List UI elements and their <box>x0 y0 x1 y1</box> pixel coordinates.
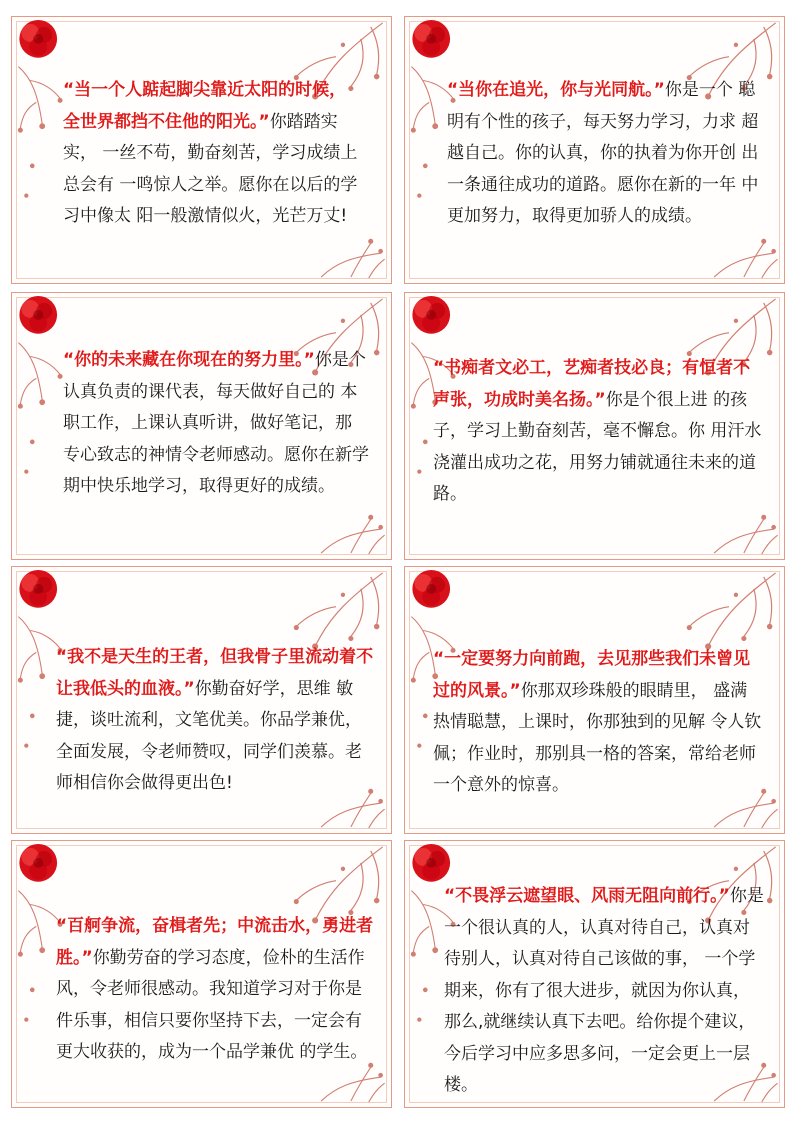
card-body: 你踏踏实实， 一丝不苟，勤奋刻苦，学习成绩上总会有 一鸣惊人之举。愿你在以后的学习中像太 阳一般激情似火，光芒万丈! <box>63 111 358 226</box>
card-text <box>444 881 766 1102</box>
comment-card <box>11 292 392 560</box>
card-body: 你勤劳奋的学习态度，俭朴的生活作风，令老师很感动。我知道学习对于你是件乐事，相信只要你坚持下去，一定会有更大收获的，成为一个品学兼优 的学生。 <box>56 947 368 1062</box>
bottom-branch-icon <box>714 515 778 554</box>
red-peony-flower-icon <box>19 296 57 334</box>
red-peony-flower-icon <box>412 20 450 58</box>
bottom-branch-icon <box>321 1063 385 1102</box>
comment-card <box>404 566 785 834</box>
comment-card <box>11 566 392 834</box>
card-quote: “当你在追光，你与光同航。” <box>447 80 665 100</box>
card-body: 你是个认真负责的课代表，每天做好自己的 本职工作，上课认真听讲，做好笔记，那 专心致志的神情令老师感动。愿你在新学 期中快乐地学习，取得更好的成绩。 <box>63 350 369 496</box>
red-peony-flower-icon <box>412 844 450 882</box>
card-quote: “百舸争流，奋楫者先；中流击水，勇进者胜。” <box>56 916 374 968</box>
card-quote: “我不是天生的王者，但我骨子里流动着不让我低头的血液。” <box>56 647 374 699</box>
blossom-branch-icon <box>687 573 775 649</box>
card-text <box>56 911 374 1069</box>
blossom-branch-icon <box>294 573 382 649</box>
card-text <box>63 75 369 233</box>
card-text <box>63 345 369 503</box>
card-quote: “一定要努力向前跑，去见那些我们未曾见过的风景。” <box>433 649 751 701</box>
card-quote: “当一个人踮起脚尖靠近太阳的时候， 全世界都挡不住他的阳光。” <box>63 80 347 132</box>
card-text <box>433 644 763 802</box>
card-text <box>447 75 763 233</box>
card-body: 你是一个很认真的人，认真对待自己，认真对待别人，认真对待自己该做的事， 一个学期来，你有了很大进步，就因为你认真，那么,就继续认真下去吧。给你提个建议，今后学习中应多思多问，一定会更上一层楼。 <box>444 886 764 1095</box>
card-text <box>433 353 763 511</box>
bottom-branch-icon <box>714 239 778 278</box>
comment-card <box>11 840 392 1108</box>
comment-card <box>11 16 392 284</box>
comment-card <box>404 840 785 1108</box>
card-body: 你勤奋好学，思维 敏捷，谈吐流利，文笔优美。你品学兼优， 全面发展，令老师赞叹，同学们羡慕。老师相信你会做得更出色! <box>56 678 362 793</box>
comment-card <box>404 292 785 560</box>
card-body: 你是一个 聪明有个性的孩子，每天努力学习，力求 超越自己。你的认真，你的执着为你开创 出一条通往成功的道路。愿你在新的一年 中更加努力，取得更加骄人的成绩。 <box>447 80 759 226</box>
bottom-branch-icon <box>321 239 385 278</box>
red-peony-flower-icon <box>412 570 450 608</box>
bottom-branch-icon <box>321 515 385 554</box>
red-peony-flower-icon <box>19 20 57 58</box>
card-quote: “书痴者文必工，艺痴者技必良；有恒者不声张，功成时美名扬。” <box>433 358 751 410</box>
card-text <box>56 642 374 800</box>
red-peony-flower-icon <box>19 570 57 608</box>
card-quote: “不畏浮云遮望眼、风雨无阻向前行。” <box>444 886 730 906</box>
left-twig-icon <box>18 67 62 198</box>
red-peony-flower-icon <box>412 296 450 334</box>
card-body: 你是个很上进 的孩子，学习上勤奋刻苦，毫不懈怠。你 用汗水浇灌出成功之花，用努力铺就通往未来的道路。 <box>433 389 762 504</box>
card-body: 你那双珍珠般的眼睛里， 盛满热情聪慧，上课时，你那独到的见解 令人钦佩；作业时，那别具一格的答案，常给老师一个意外的惊喜。 <box>433 680 762 795</box>
red-peony-flower-icon <box>19 844 57 882</box>
comment-card <box>404 16 785 284</box>
card-quote: “你的未来藏在你现在的努力里。” <box>63 350 315 370</box>
left-twig-icon <box>18 343 62 474</box>
